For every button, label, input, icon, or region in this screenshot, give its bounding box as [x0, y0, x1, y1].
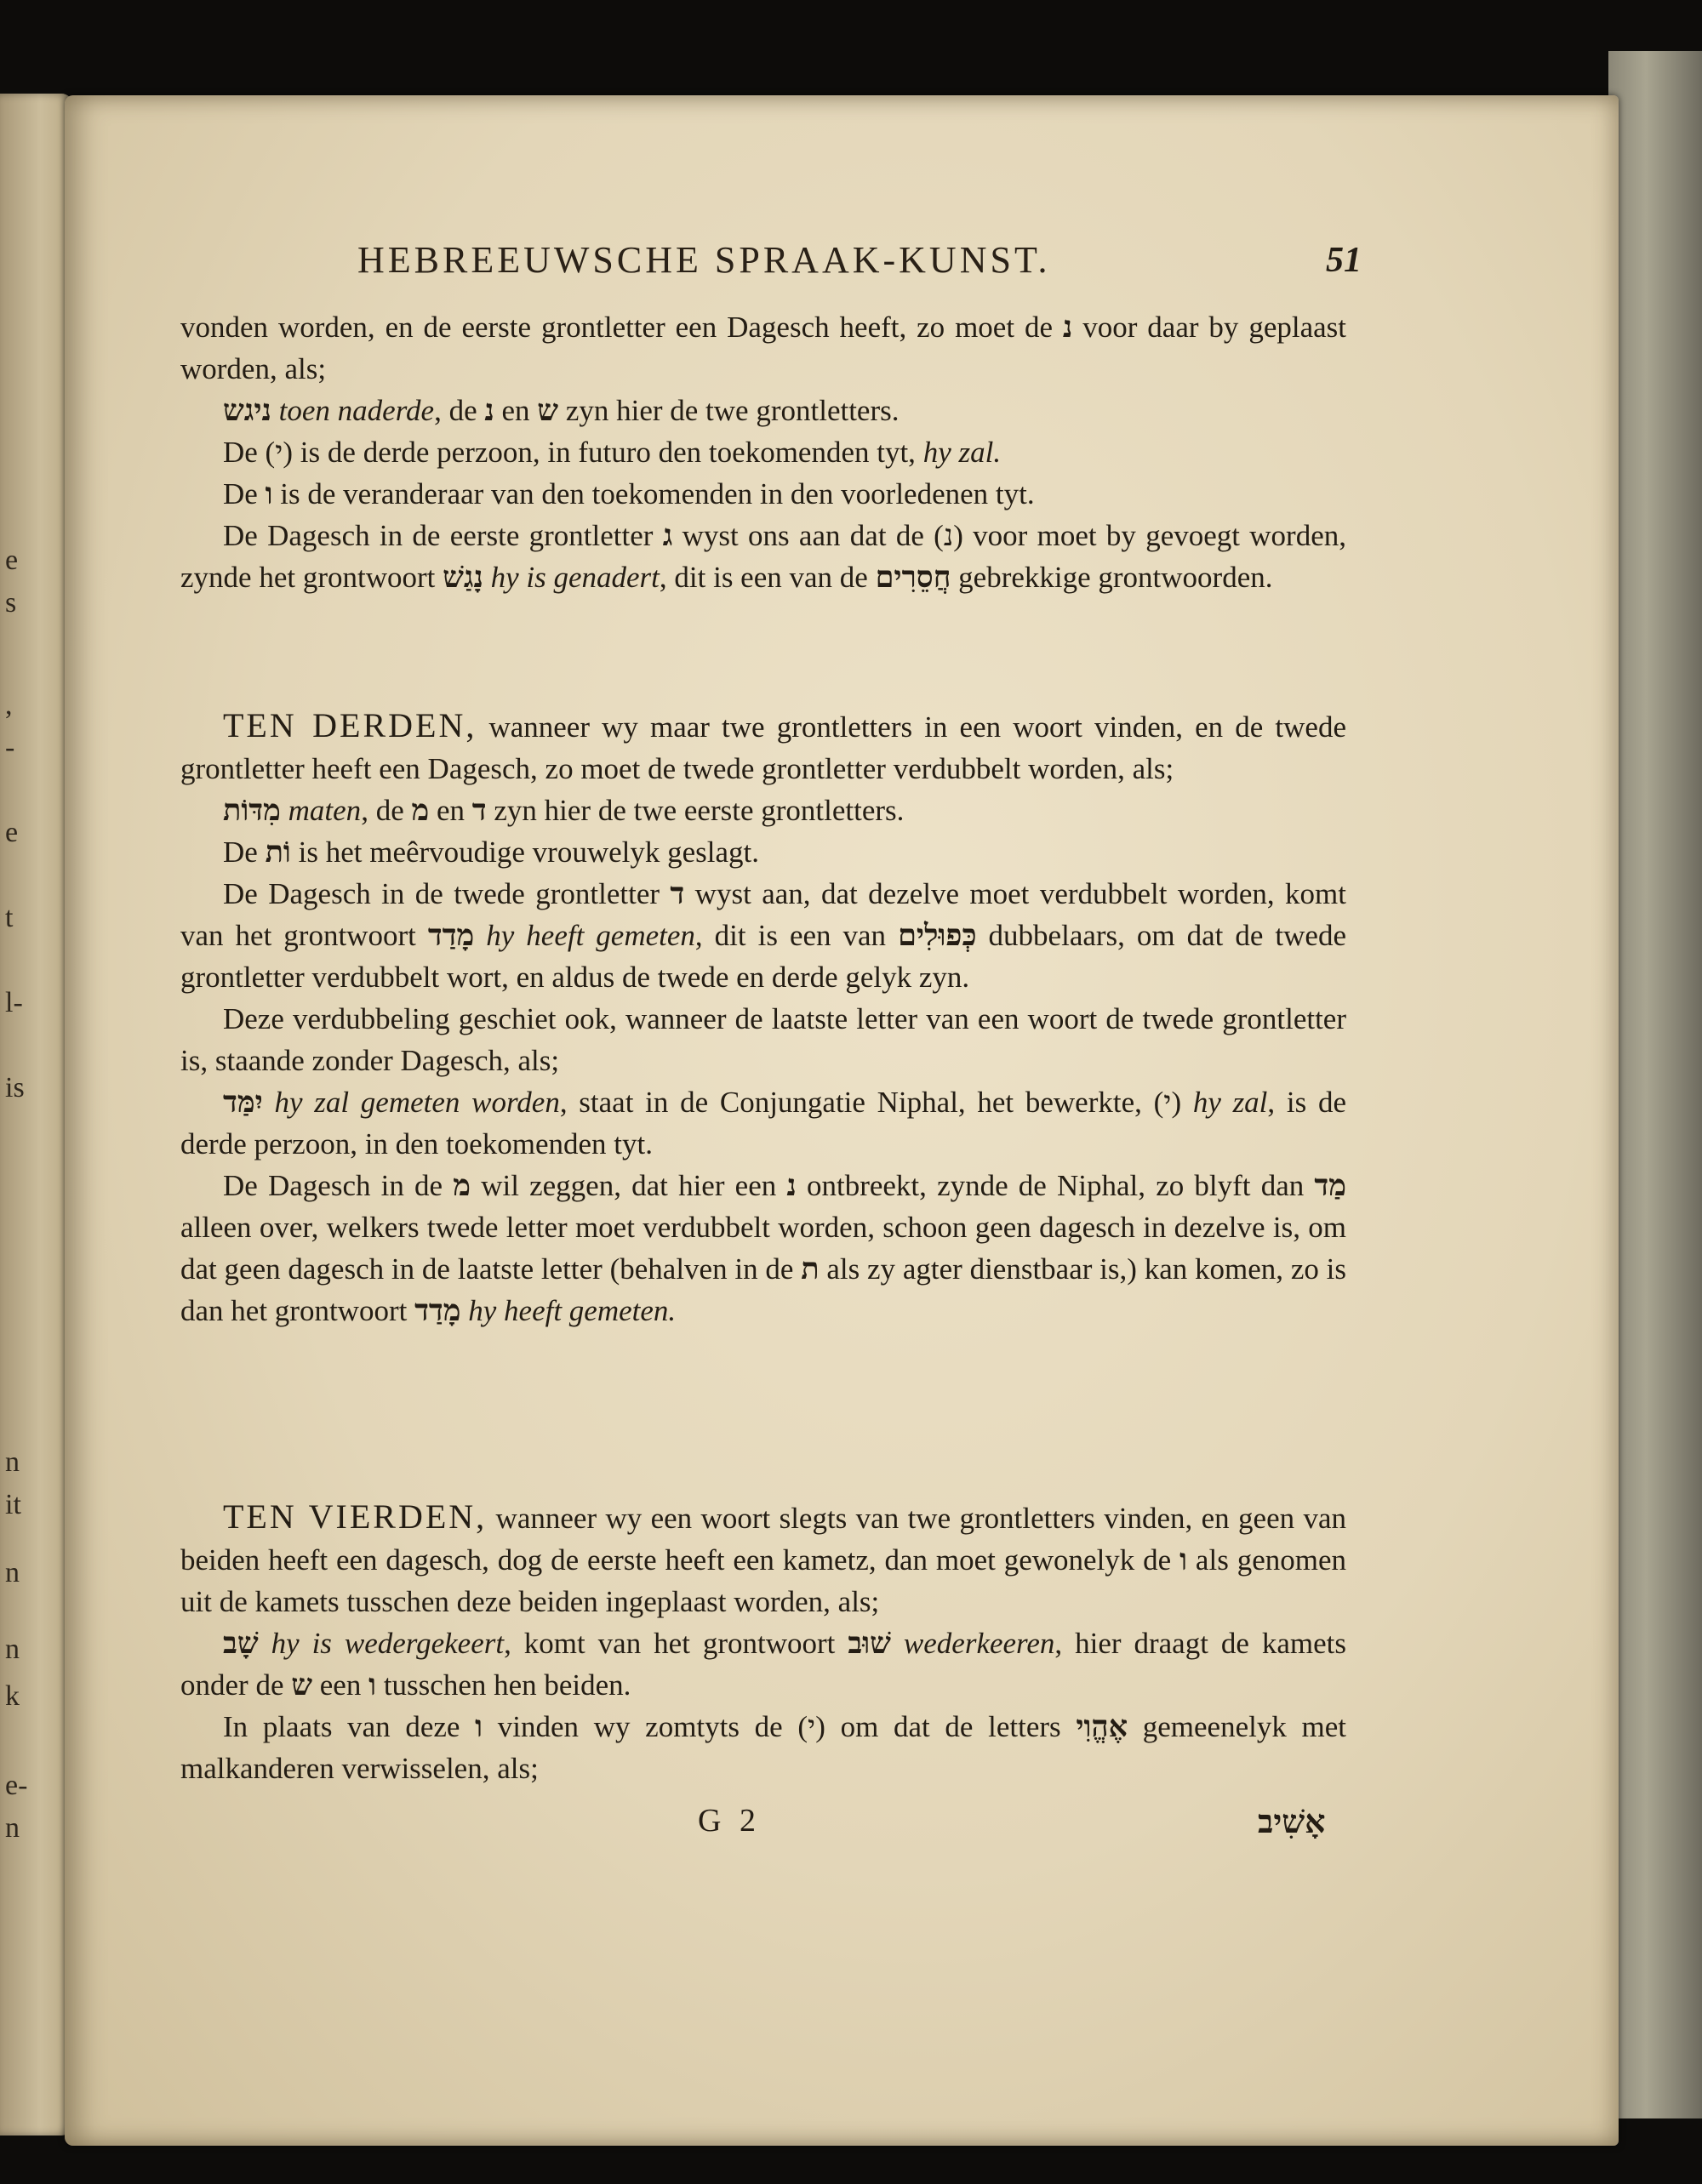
- italic-gloss: maten: [280, 794, 362, 827]
- previous-page-fragment: e: [5, 817, 19, 848]
- hebrew-word: ו: [265, 476, 273, 511]
- previous-page-fragment: it: [5, 1489, 21, 1520]
- text-run: De Dagesch in de eerste grontletter: [223, 519, 663, 552]
- paragraph: [180, 704, 1346, 790]
- paragraph: [180, 1622, 1346, 1706]
- text-run: ontbreekt, zynde de Niphal, zo blyft dan: [796, 1169, 1315, 1202]
- italic-gloss: toen naderde: [271, 394, 435, 427]
- section-ten-vierden: [180, 1496, 1346, 1789]
- italic-gloss: hy zal: [1192, 1086, 1268, 1119]
- paragraph: [180, 998, 1346, 1081]
- italic-gloss: hy zal gemeten worden: [262, 1086, 560, 1119]
- text-run: In plaats van deze: [223, 1710, 476, 1743]
- paragraph: [180, 1496, 1346, 1622]
- paragraph: [180, 1706, 1346, 1789]
- text-run: De: [223, 477, 266, 510]
- text-run: wyst aan, dat dezelve moet verdubbelt worden, komt van het grontwoort: [180, 877, 1346, 952]
- text-run: zyn hier de twe grontletters.: [558, 394, 900, 427]
- paragraph: [180, 473, 1346, 515]
- running-head-title: HEBREEUWSCHE SPRAAK-KUNST.: [357, 239, 1051, 281]
- hebrew-word: נ: [1062, 310, 1073, 345]
- text-run: , dit is een van: [694, 919, 899, 952]
- text-run: als zy agter dienstbaar is,) kan komen, zo is dan het grontwoort: [180, 1252, 1346, 1327]
- signature-mark: G 2: [698, 1803, 761, 1839]
- text-run: , staat in de Conjungatie Niphal, het bewerkte, (י): [559, 1086, 1193, 1119]
- previous-page-fragment: e-: [5, 1770, 28, 1801]
- text-run: als genomen uit de kamets tusschen deze beiden ingeplaast worden, als;: [180, 1543, 1346, 1618]
- previous-page-fragment: l-: [5, 987, 23, 1018]
- paragraph: [180, 431, 1346, 473]
- text-run: wyst ons aan dat de (נ) voor moet by gevoegt worden, zynde het grontwoort: [180, 519, 1346, 594]
- paragraph: [180, 1081, 1346, 1165]
- previous-page-fragment: n: [5, 1634, 20, 1665]
- text-run: is het meêrvoudige vrouwelyk geslagt.: [290, 835, 760, 869]
- previous-page-fragment: t: [5, 902, 14, 933]
- hebrew-word: ו: [1179, 1542, 1188, 1577]
- text-run: alleen over, welkers twede letter moet verdubbelt worden, schoon geen dagesch in dezelve is, om dat geen dagesch in de laatste letter (behalven in de: [180, 1211, 1346, 1286]
- previous-page-fragment: n: [5, 1446, 20, 1478]
- italic-gloss: hy zal.: [922, 436, 1002, 469]
- paragraph: [180, 515, 1346, 598]
- hebrew-word: ד: [471, 793, 487, 828]
- text-run: De Dagesch in de: [223, 1169, 454, 1202]
- section-heading: TEN VIERDEN,: [223, 1497, 488, 1536]
- paragraph: [180, 790, 1346, 831]
- previous-page-fragment: s: [5, 587, 17, 619]
- hebrew-word: שָׁב: [223, 1626, 259, 1661]
- italic-gloss: wederkeeren: [890, 1627, 1055, 1660]
- text-run: dubbelaars, om dat de twede grontletter verdubbelt wort, en aldus de twede en derde gelyk zyn.: [180, 919, 1346, 994]
- paragraph: [180, 831, 1346, 873]
- section-heading: TEN DERDEN,: [223, 706, 477, 744]
- text-run: wil zeggen, dat hier een: [471, 1169, 787, 1202]
- hebrew-word: מָדַד: [414, 1293, 461, 1328]
- hebrew-word: וֹת: [265, 835, 291, 870]
- text-run: , is de derde perzoon, in den toekomenden tyt.: [180, 1086, 1346, 1160]
- text-run: voor daar by geplaast worden, als;: [180, 311, 1346, 385]
- hebrew-word: מ: [453, 1168, 471, 1203]
- text-run: De (י) is de derde perzoon, in futuro den toekomenden tyt,: [223, 436, 923, 469]
- hebrew-word: מָדַד: [427, 918, 475, 953]
- paragraph: [180, 873, 1346, 998]
- hebrew-word: ת: [801, 1252, 820, 1286]
- hebrew-word: נ: [786, 1168, 797, 1203]
- hebrew-word: ו: [475, 1709, 483, 1744]
- italic-gloss: hy is wedergekeert: [258, 1627, 505, 1660]
- text-run: , de: [361, 794, 412, 827]
- hebrew-word: שׁוּב: [848, 1626, 891, 1661]
- paragraph: [180, 390, 1346, 431]
- hebrew-word: מִדּוֹת: [223, 793, 281, 828]
- previous-page-fragment: n: [5, 1557, 20, 1588]
- catchword: אָשִׁיב: [1258, 1802, 1326, 1840]
- hebrew-word: ג: [662, 518, 673, 553]
- text-run: en: [429, 794, 472, 827]
- paragraph: [180, 306, 1346, 390]
- hebrew-word: ניגש: [223, 393, 271, 428]
- previous-page-fragment: e: [5, 545, 19, 576]
- hebrew-word: ו: [368, 1668, 377, 1702]
- hebrew-word: מַד: [1314, 1168, 1346, 1203]
- previous-page-fragment: ,: [5, 689, 13, 721]
- text-run: De Dagesch in de twede grontletter: [223, 877, 671, 910]
- book-cover-edge: [1608, 51, 1702, 2118]
- text-run: vinden wy zomtyts de (י) om dat de letters: [483, 1710, 1077, 1743]
- hebrew-word: אֶהֱוִי: [1076, 1709, 1128, 1744]
- page-number: 51: [1326, 241, 1362, 280]
- text-run: wanneer wy maar twe grontletters in een woort vinden, en de twede grontletter heeft een Dagesch, zo moet de twede grontletter verdubbelt worden, als;: [180, 710, 1346, 785]
- italic-gloss: hy heeft gemeten.: [460, 1294, 677, 1327]
- text-run: zyn hier de twe eerste grontletters.: [486, 794, 905, 827]
- running-head: [357, 238, 1362, 289]
- text-run: tusschen hen beiden.: [376, 1668, 631, 1702]
- paragraph: [180, 1165, 1346, 1331]
- text-run: , dit is een van de: [659, 561, 876, 594]
- text-run: , hier draagt de kamets onder de: [180, 1627, 1346, 1702]
- italic-gloss: hy is genadert: [483, 561, 660, 594]
- text-run: vonden worden, en de eerste grontletter een Dagesch heeft, zo moet de: [180, 311, 1063, 344]
- text-run: , de: [434, 394, 485, 427]
- italic-gloss: hy heeft gemeten: [474, 919, 695, 952]
- hebrew-word: יִמַּד: [223, 1085, 263, 1120]
- previous-page-fragment: k: [5, 1680, 20, 1712]
- text-run: , komt van het grontwoort: [504, 1627, 848, 1660]
- hebrew-word: ש: [291, 1668, 313, 1702]
- hebrew-word: חֲסֵרִים: [875, 560, 951, 595]
- text-run: is de veranderaar van den toekomenden in den voorledenen tyt.: [272, 477, 1035, 510]
- section-intro: [180, 306, 1346, 598]
- text-run: gebrekkige grontwoorden.: [951, 561, 1273, 594]
- hebrew-word: כְּפוּלִים: [898, 918, 977, 953]
- previous-page-fragment: is: [5, 1072, 25, 1103]
- text-run: en: [494, 394, 538, 427]
- hebrew-word: ד: [670, 876, 685, 911]
- text-run: wanneer wy een woort slegts van twe grontletters vinden, en geen van beiden heeft een dagesch, dog de eerste heeft een kametz, dan moet gewonelyk de: [180, 1502, 1347, 1577]
- text-run: De: [223, 835, 266, 869]
- previous-page-fragment: -: [5, 732, 15, 763]
- text-run: Deze verdubbeling geschiet ook, wanneer de laatste letter van een woort de twede grontletter is, staande zonder Dagesch, als;: [180, 1002, 1346, 1077]
- previous-page-fragment: n: [5, 1812, 20, 1844]
- hebrew-word: ש: [537, 393, 559, 428]
- hebrew-word: מ: [411, 793, 430, 828]
- section-ten-derden: [180, 704, 1346, 1331]
- hebrew-word: נ: [484, 393, 494, 428]
- text-run: een: [312, 1668, 369, 1702]
- text-run: gemeenelyk met malkanderen verwisselen, als;: [180, 1710, 1346, 1785]
- hebrew-word: נָגַשׁ: [443, 560, 483, 595]
